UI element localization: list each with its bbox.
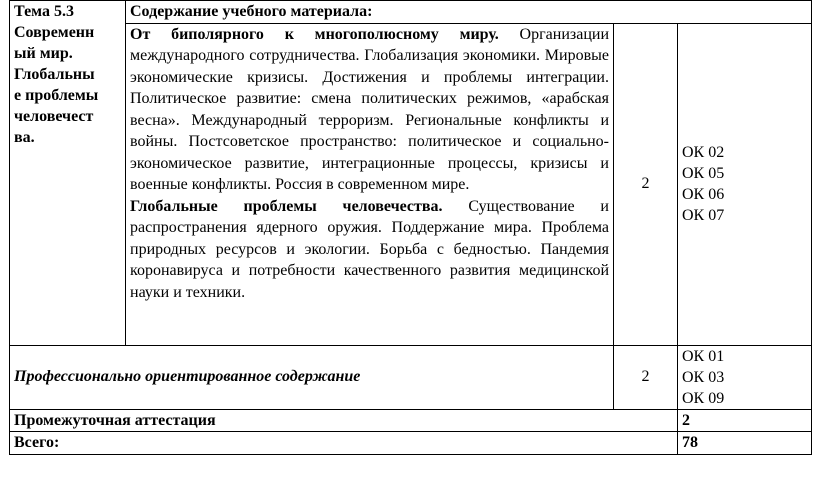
competencies-main (678, 23, 812, 345)
header-row (10, 1, 812, 24)
intermediate-hours: 2 (678, 409, 812, 432)
topic-cell (10, 1, 126, 346)
section-1-heading: От биполярного к многополюсному миру. (130, 25, 499, 43)
main-content-row (10, 23, 812, 345)
section-2-text: Существование и распространения ядерного оружия. Поддержание мира. Проблема природных ресурсов и экологии. Борьба с бедностью. Пандемия коронавируса и потребности качественного развития медицинской науки и техники. (130, 197, 609, 301)
section-2-heading: Глобальные проблемы человечества. (130, 197, 443, 215)
topic-line: е проблемы (14, 87, 99, 104)
content-header: Содержание учебного материала: (126, 1, 812, 24)
content-cell (126, 23, 614, 345)
curriculum-table (9, 0, 812, 455)
topic-line: Глобальны (14, 66, 95, 83)
section-2 (130, 196, 609, 304)
intermediate-label: Промежуточная аттестация (10, 409, 678, 432)
competency-code: ОК 02 (682, 144, 725, 161)
competency-code: ОК 09 (682, 389, 725, 407)
topic-line: Тема 5.3 (14, 3, 74, 20)
topic-line: ва. (14, 129, 35, 146)
hours-main: 2 (614, 23, 678, 345)
section-1 (130, 24, 609, 196)
topic-line: ый мир. (14, 45, 73, 62)
topic-line: человечест (14, 108, 94, 125)
professional-competencies (678, 345, 812, 409)
competency-code: ОК 03 (682, 368, 725, 386)
professional-row (10, 345, 812, 409)
section-1-text: Организации международного сотрудничества. Глобализация экономики. Мировые экономические кризисы. Достижения и проблемы интеграции. Политическое развитие: смена политических режимов, «арабская весна». Международный терроризм. Региональные конфликты и войны. Постсоветское пространство: политическое и социально-экономическое развитие, интеграционные процессы, кризисы и военные конфликты. Россия в современном мире. (130, 25, 610, 193)
competency-code: ОК 07 (682, 207, 725, 224)
competency-code: ОК 01 (682, 347, 725, 365)
topic-line: Современн (14, 24, 95, 41)
competency-code: ОК 05 (682, 165, 725, 182)
competency-code: ОК 06 (682, 186, 725, 203)
professional-label: Профессионально ориентированное содержание (10, 345, 614, 409)
professional-hours: 2 (614, 345, 678, 409)
intermediate-row (10, 409, 812, 432)
total-label: Всего: (10, 432, 678, 455)
total-row (10, 432, 812, 455)
total-hours: 78 (678, 432, 812, 455)
